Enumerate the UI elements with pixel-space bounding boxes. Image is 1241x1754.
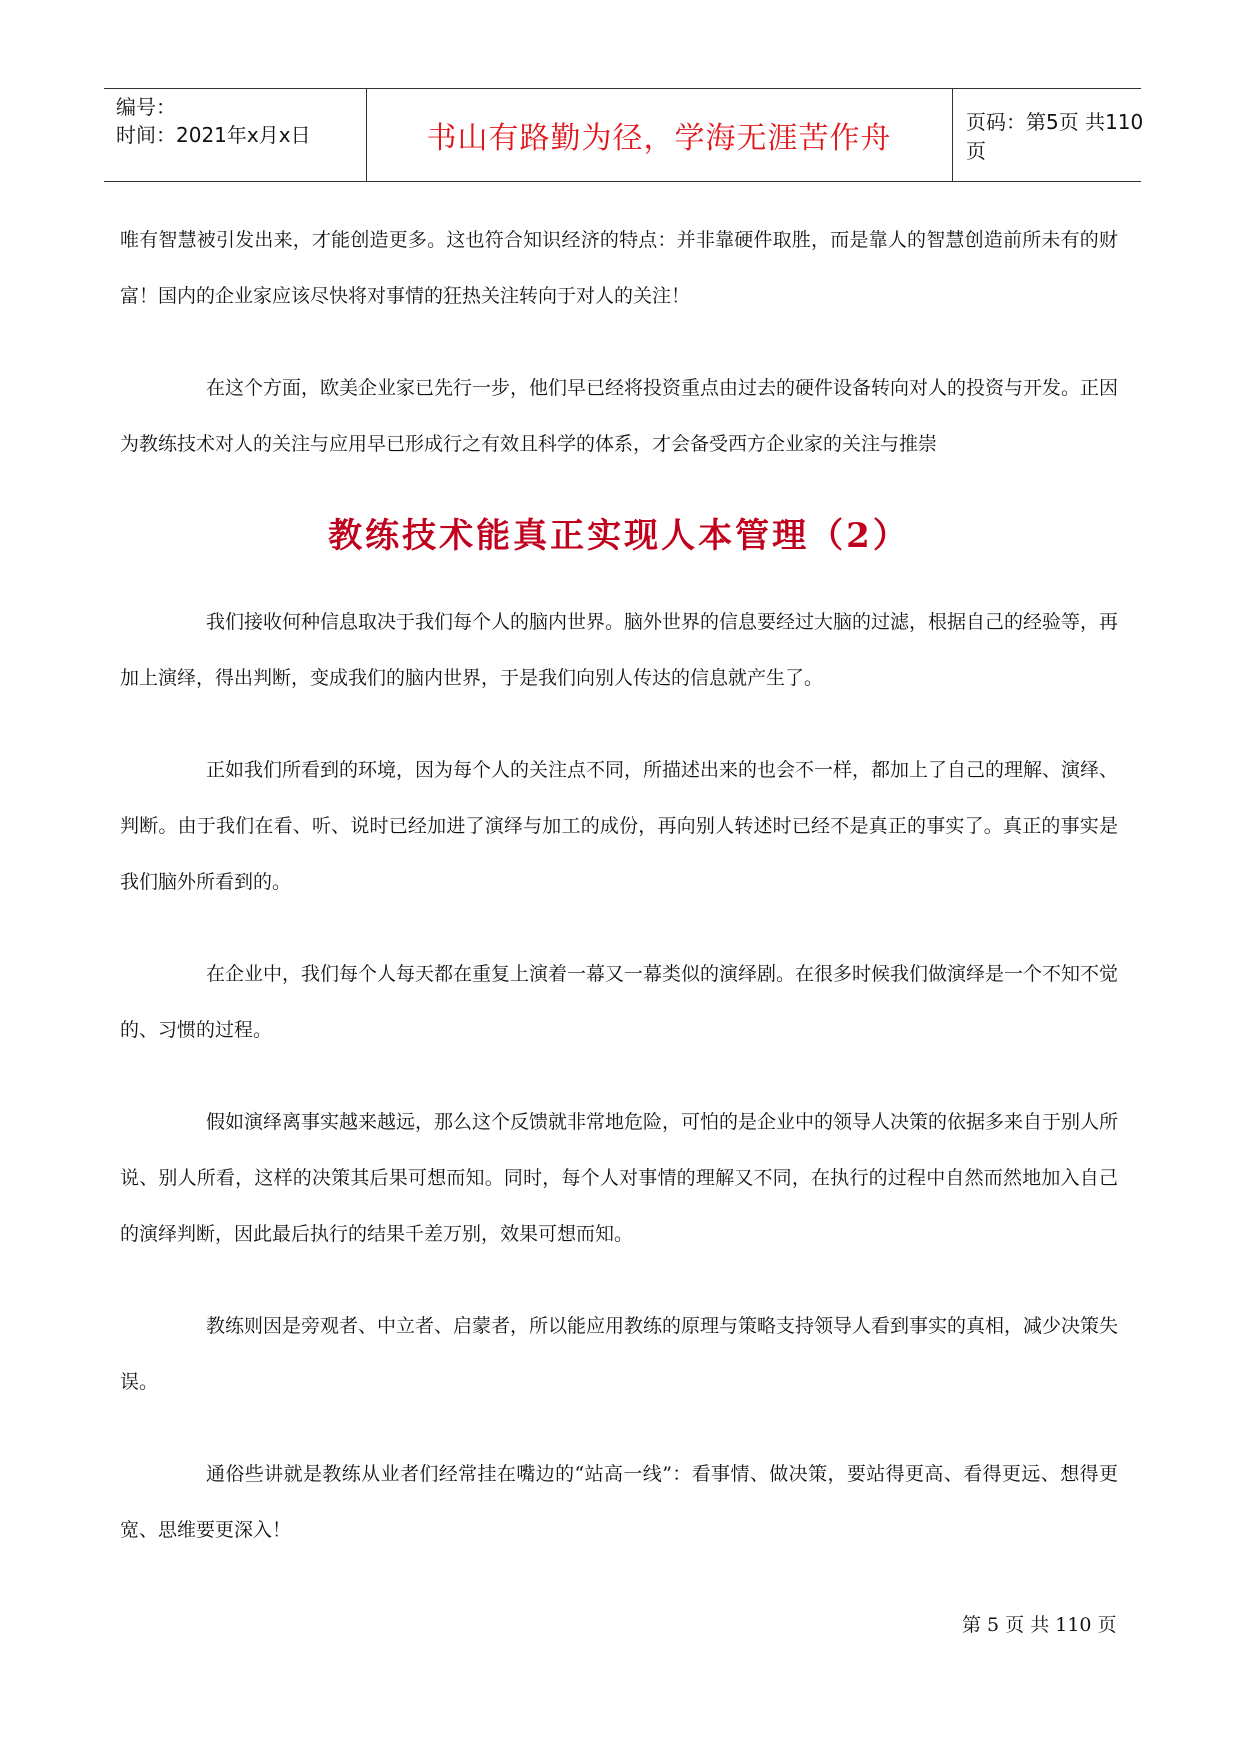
section-title: 教练技术能真正实现人本管理（2）	[328, 516, 910, 556]
paragraph: 通俗些讲就是教练从业者们经常挂在嘴边的“站高一线”：看事情、做决策，要站得更高、看得更远、想得更宽、思维要更深入！	[120, 1463, 1118, 1541]
paragraph: 在企业中，我们每个人每天都在重复上演着一幕又一幕类似的演绎剧。在很多时候我们做演绎是一个不知不觉的、习惯的过程。	[120, 963, 1119, 1041]
paragraph: 假如演绎离事实越来越远，那么这个反馈就非常地危险，可怕的是企业中的领导人决策的依据多来自于别人所说、别人所看，这样的决策其后果可想而知。同时，每个人对事情的理解又不同，在执行的过程中自然而然地加入自己的演绎判断，因此最后执行的结果千差万别，效果可想而知。	[120, 1111, 1119, 1245]
document-time-label: 时间：2021年x月x日	[116, 123, 311, 147]
paragraph: 我们接收何种信息取决于我们每个人的脑内世界。脑外世界的信息要经过大脑的过滤，根据自己的经验等，再加上演绎，得出判断，变成我们的脑内世界，于是我们向别人传达的信息就产生了。	[120, 611, 1119, 689]
page-footer: 第 5 页 共 110 页	[962, 1614, 1117, 1636]
document-number-label: 编号：	[116, 95, 176, 119]
header-motto-cell	[366, 89, 953, 181]
header-motto: 书山有路勤为径，学海无涯苦作舟	[426, 121, 892, 156]
paragraph: 唯有智慧被引发出来，才能创造更多。这也符合知识经济的特点：并非靠硬件取胜，而是靠人的智慧创造前所未有的财富！国内的企业家应该尽快将对事情的狂热关注转向于对人的关注！	[120, 229, 1118, 307]
header-page-cell	[952, 89, 1155, 181]
header-info-cell	[104, 89, 367, 181]
paragraph: 正如我们所看到的环境，因为每个人的关注点不同，所描述出来的也会不一样，都加上了自己的理解、演绎、判断。由于我们在看、听、说时已经加进了演绎与加工的成份，再向别人转述时已经不是真正的事实了。真正的事实是我们脑外所看到的。	[120, 759, 1119, 893]
paragraph: 教练则因是旁观者、中立者、启蒙者，所以能应用教练的原理与策略支持领导人看到事实的真相，减少决策失误。	[120, 1315, 1119, 1393]
page-header	[104, 88, 1144, 182]
document-body	[120, 212, 1118, 1594]
header-page-label: 页码：第5页 共110页	[966, 110, 1144, 163]
paragraph: 在这个方面，欧美企业家已先行一步，他们早已经将投资重点由过去的硬件设备转向对人的投资与开发。正因为教练技术对人的关注与应用早已形成行之有效且科学的体系，才会备受西方企业家的关注与推崇	[120, 377, 1119, 455]
